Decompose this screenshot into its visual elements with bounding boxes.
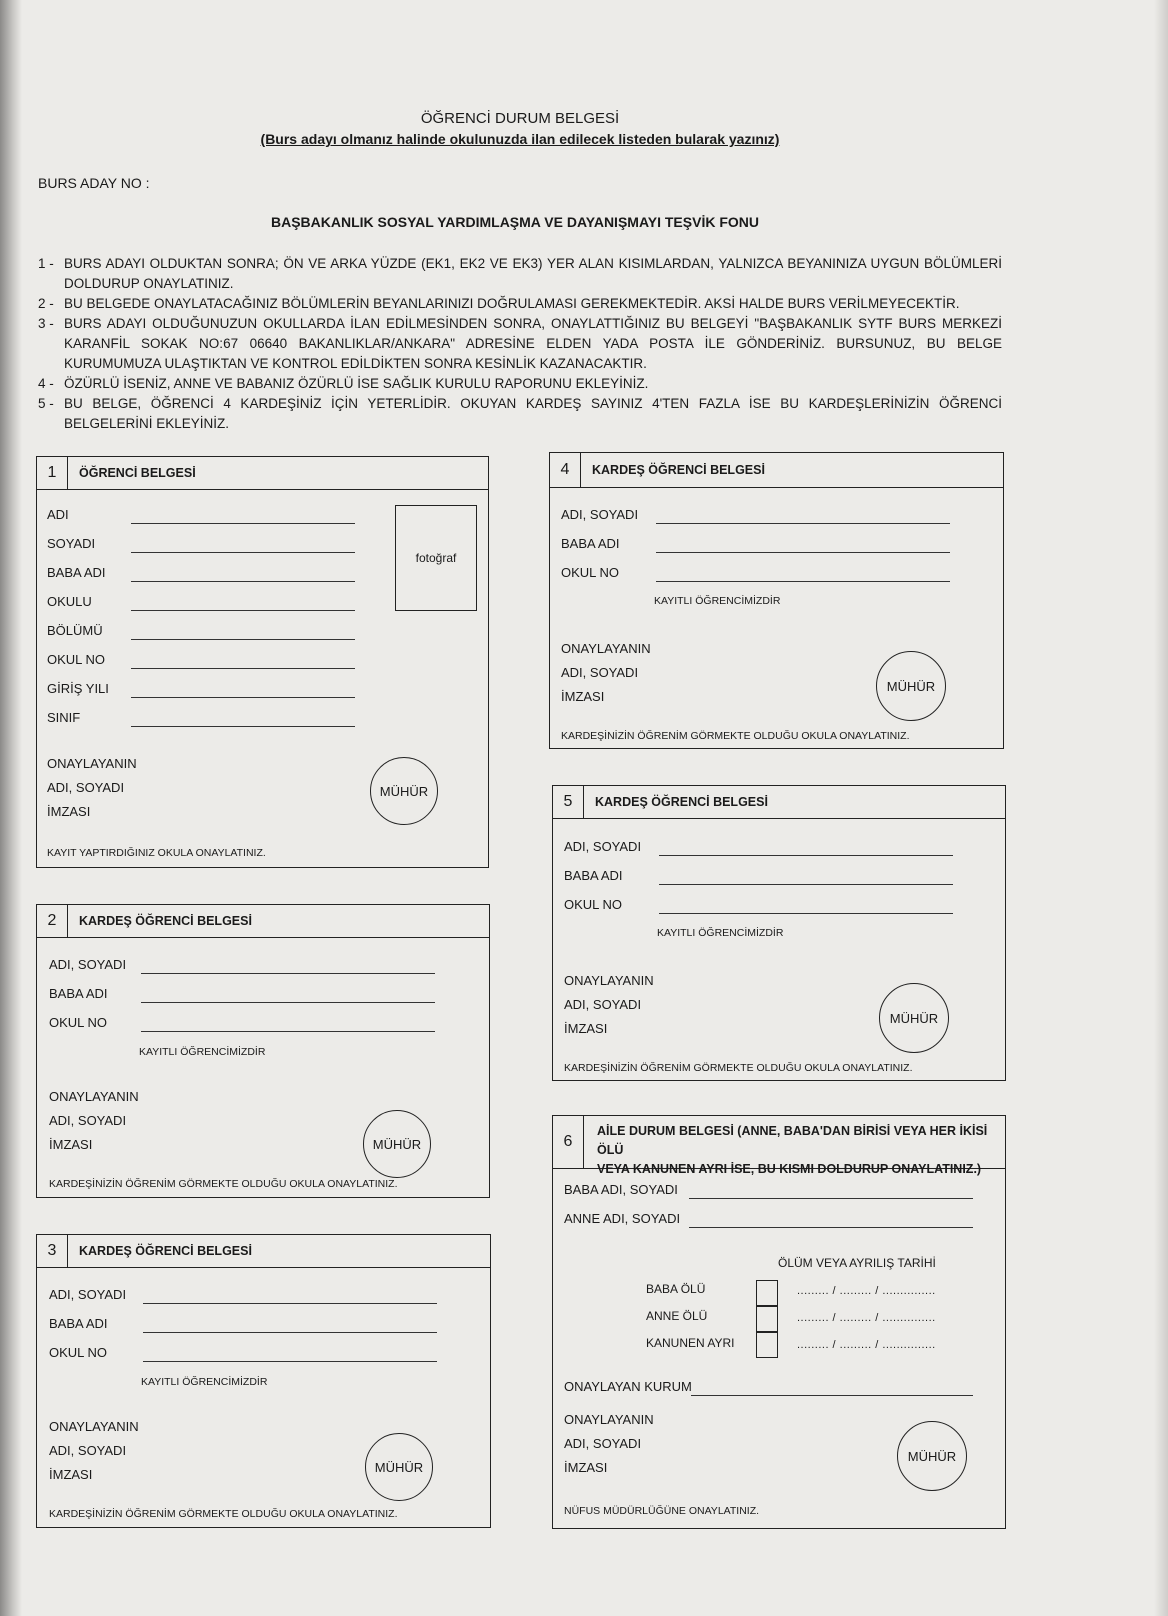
registered-student-note: KAYITLI ÖĞRENCİMİZDİR <box>657 927 784 939</box>
approver-label: ONAYLAYANIN <box>564 1412 654 1427</box>
box-number: 4 <box>550 453 581 487</box>
field-label-okul-no: OKUL NO <box>564 897 623 912</box>
field-input-okul-no[interactable] <box>131 668 355 669</box>
box-title: KARDEŞ ÖĞRENCİ BELGESİ <box>79 914 252 928</box>
field-input-baba-adi[interactable] <box>143 1332 437 1333</box>
box-footer-note: KARDEŞİNİZİN ÖĞRENİM GÖRMEKTE OLDUĞU OKULA ONAYLATINIZ. <box>49 1508 398 1520</box>
seal-stamp: MÜHÜR <box>879 983 949 1053</box>
field-label-adi-soyadi: ADI, SOYADI <box>561 507 639 522</box>
sibling-certificate-box-4 <box>549 452 1004 749</box>
box-number: 3 <box>37 1235 68 1267</box>
field-label-okul-no: OKUL NO <box>561 565 620 580</box>
field-label-okul-no: OKUL NO <box>49 1345 108 1360</box>
photo-placeholder[interactable]: fotoğraf <box>395 505 477 611</box>
approver-signature-label: İMZASI <box>47 804 91 819</box>
field-input-anne-adi-soyadi[interactable] <box>689 1227 973 1228</box>
field-input-sinif[interactable] <box>131 726 355 727</box>
field-label-baba-adi: BABA ADI <box>49 986 108 1001</box>
field-label-adi-soyadi: ADI, SOYADI <box>49 957 127 972</box>
date-column-header: ÖLÜM VEYA AYRILIŞ TARİHİ <box>778 1256 936 1270</box>
instruction-item: 2 - BU BELGEDE ONAYLATACAĞINIZ BÖLÜMLERİN BEYANLARINIZI DOĞRULAMASI GEREKMEKTEDİR. AKSİ HALDE BURS VERİLMEYECEKTİR. <box>38 296 960 311</box>
field-label-baba-adi: BABA ADI <box>49 1316 108 1331</box>
approver-label: ONAYLAYANIN <box>47 756 137 771</box>
seal-stamp: MÜHÜR <box>876 651 946 721</box>
page-edge <box>1154 0 1168 1616</box>
student-certificate-box <box>36 456 489 868</box>
seal-stamp: MÜHÜR <box>897 1421 967 1491</box>
box-number: 5 <box>553 786 584 818</box>
instruction-item: 5 - BU BELGE, ÖĞRENCİ 4 KARDEŞİNİZ İÇİN YETERLİDİR. OKUYAN KARDEŞ SAYINIZ 4'TEN FAZLA İSE BU KARDEŞLERİNİZİN ÖĞRENCİ BELGELERİNİ EKLEYİNİZ. <box>38 396 1002 431</box>
box-header <box>37 1235 490 1268</box>
instruction-item: 3 - BURS ADAYI OLDUĞUNUZUN OKULLARDA İLAN EDİLMESİNDEN SONRA, ONAYLATTIĞINIZ BU BELGEYİ "BAŞBAKANLIK SYTF BURS MERKEZİ KARANFİL SOKAK NO:67 06640 BAKANLIKLAR/ANKARA" ADRESİNE ELDEN YADA POSTA İLE GÖNDERİNİZ. BURSUNUZ, BU BELGE KURUMUMUZA ULAŞTIKTAN VE KONTROL EDİLDİKTEN SONRA KESİNLİK KAZANACAKTIR. <box>38 316 1002 371</box>
box-header <box>553 786 1005 819</box>
field-input-giris-yili[interactable] <box>131 697 355 698</box>
field-input-adi[interactable] <box>131 523 355 524</box>
field-input-adi-soyadi[interactable] <box>656 523 950 524</box>
box-title: ÖĞRENCİ BELGESİ <box>79 466 196 480</box>
registered-student-note: KAYITLI ÖĞRENCİMİZDİR <box>139 1046 266 1058</box>
field-input-adi-soyadi[interactable] <box>659 855 953 856</box>
registered-student-note: KAYITLI ÖĞRENCİMİZDİR <box>141 1376 268 1388</box>
field-input-baba-adi[interactable] <box>656 552 950 553</box>
box-title-line-1: AİLE DURUM BELGESİ (ANNE, BABA'DAN BİRİSİ VEYA HER İKİSİ ÖLÜ <box>597 1124 988 1157</box>
approver-name-label: ADI, SOYADI <box>564 997 642 1012</box>
seal-stamp: MÜHÜR <box>370 757 438 825</box>
field-input-baba-adi[interactable] <box>131 581 355 582</box>
field-input-soyadi[interactable] <box>131 552 355 553</box>
field-label-adi-soyadi: ADI, SOYADI <box>564 839 642 854</box>
approver-name-label: ADI, SOYADI <box>47 780 125 795</box>
instructions-list <box>38 254 1002 434</box>
field-label-soyadi: SOYADI <box>47 536 96 551</box>
box-title <box>597 1122 1005 1179</box>
field-label-baba-adi: BABA ADI <box>47 565 106 580</box>
field-label-adi-soyadi: ADI, SOYADI <box>49 1287 127 1302</box>
box-number: 1 <box>37 457 68 489</box>
field-input-adi-soyadi[interactable] <box>141 973 435 974</box>
status-label-legally-separated: KANUNEN AYRI <box>646 1336 735 1350</box>
institution-input[interactable] <box>691 1395 973 1396</box>
field-input-baba-adi-soyadi[interactable] <box>689 1198 973 1199</box>
status-label-father-deceased: BABA ÖLÜ <box>646 1282 706 1296</box>
approver-signature-label: İMZASI <box>561 689 605 704</box>
seal-stamp: MÜHÜR <box>363 1110 431 1178</box>
field-label-sinif: SINIF <box>47 710 81 725</box>
box-footer-note: NÜFUS MÜDÜRLÜĞÜNE ONAYLATINIZ. <box>564 1505 760 1517</box>
field-label-adi: ADI <box>47 507 69 522</box>
box-number: 6 <box>553 1116 584 1168</box>
box-header <box>553 1116 1005 1176</box>
field-input-okul-no[interactable] <box>141 1031 435 1032</box>
instruction-item: 4 - ÖZÜRLÜ İSENİZ, ANNE VE BABANIZ ÖZÜRLÜ İSE SAĞLIK KURULU RAPORUNU EKLEYİNİZ. <box>38 376 649 391</box>
date-field-father-deceased[interactable]: ......... / ......... / ............... <box>797 1285 936 1297</box>
field-label-giris-yili: GİRİŞ YILI <box>47 681 109 696</box>
field-label-baba-adi: BABA ADI <box>564 868 623 883</box>
checkbox-mother-deceased[interactable] <box>756 1306 778 1332</box>
instruction-item: 1 - BURS ADAYI OLDUKTAN SONRA; ÖN VE ARKA YÜZDE (EK1, EK2 VE EK3) YER ALAN KISIMLARDAN, YALNIZCA BEYANINIZA UYGUN BÖLÜMLERİ DOLDURUP ONAYLATINIZ. <box>38 256 1002 291</box>
approver-label: ONAYLAYANIN <box>561 641 651 656</box>
field-input-adi-soyadi[interactable] <box>143 1303 437 1304</box>
sibling-certificate-box-2 <box>36 904 490 1198</box>
box-title: KARDEŞ ÖĞRENCİ BELGESİ <box>79 1244 252 1258</box>
approver-signature-label: İMZASI <box>49 1137 93 1152</box>
fund-name: BAŞBAKANLIK SOSYAL YARDIMLAŞMA VE DAYANIŞMAYI TEŞVİK FONU <box>270 214 760 230</box>
field-label-anne-adi-soyadi: ANNE ADI, SOYADI <box>564 1211 681 1226</box>
field-label-okul-no: OKUL NO <box>47 652 106 667</box>
approver-name-label: ADI, SOYADI <box>49 1113 127 1128</box>
approver-name-label: ADI, SOYADI <box>561 665 639 680</box>
aday-no-label: BURS ADAY NO : <box>38 175 150 191</box>
box-number: 2 <box>37 905 68 937</box>
box-footer-note: KARDEŞİNİZİN ÖĞRENİM GÖRMEKTE OLDUĞU OKULA ONAYLATINIZ. <box>564 1062 913 1074</box>
checkbox-legally-separated[interactable] <box>756 1332 778 1358</box>
approver-signature-label: İMZASI <box>564 1021 608 1036</box>
approver-name-label: ADI, SOYADI <box>49 1443 127 1458</box>
field-input-okulu[interactable] <box>131 610 355 611</box>
document-title: ÖĞRENCİ DURUM BELGESİ <box>420 110 620 127</box>
field-label-baba-adi-soyadi: BABA ADI, SOYADI <box>564 1182 678 1197</box>
box-header <box>37 457 488 490</box>
field-label-baba-adi: BABA ADI <box>561 536 620 551</box>
family-status-box <box>552 1115 1006 1529</box>
box-header <box>37 905 489 938</box>
box-footer-note: KARDEŞİNİZİN ÖĞRENİM GÖRMEKTE OLDUĞU OKULA ONAYLATINIZ. <box>49 1178 398 1190</box>
field-label-okul-no: OKUL NO <box>49 1015 108 1030</box>
page-binding-shadow <box>0 0 22 1616</box>
box-title: KARDEŞ ÖĞRENCİ BELGESİ <box>592 463 765 477</box>
checkbox-father-deceased[interactable] <box>756 1280 778 1306</box>
field-input-bolumu[interactable] <box>131 639 355 640</box>
approver-label: ONAYLAYANIN <box>49 1089 139 1104</box>
date-field-mother-deceased[interactable]: ......... / ......... / ............... <box>797 1312 936 1324</box>
status-label-mother-deceased: ANNE ÖLÜ <box>646 1309 708 1323</box>
field-label-bolumu: BÖLÜMÜ <box>47 623 103 638</box>
box-title: KARDEŞ ÖĞRENCİ BELGESİ <box>595 795 768 809</box>
field-input-baba-adi[interactable] <box>659 884 953 885</box>
registered-student-note: KAYITLI ÖĞRENCİMİZDİR <box>654 595 781 607</box>
sibling-certificate-box-3 <box>36 1234 491 1528</box>
field-label-okulu: OKULU <box>47 594 92 609</box>
document-subtitle: (Burs adayı olmanız halinde okulunuzda ilan edilecek listeden bularak yazınız) <box>260 131 780 147</box>
field-input-baba-adi[interactable] <box>141 1002 435 1003</box>
field-input-okul-no[interactable] <box>143 1361 437 1362</box>
approver-name-label: ADI, SOYADI <box>564 1436 642 1451</box>
approver-signature-label: İMZASI <box>49 1467 93 1482</box>
box-footer-note: KARDEŞİNİZİN ÖĞRENİM GÖRMEKTE OLDUĞU OKULA ONAYLATINIZ. <box>561 730 910 742</box>
box-footer-note: KAYIT YAPTIRDIĞINIZ OKULA ONAYLATINIZ. <box>47 847 266 859</box>
approver-signature-label: İMZASI <box>564 1460 608 1475</box>
seal-stamp: MÜHÜR <box>365 1433 433 1501</box>
field-input-okul-no[interactable] <box>659 913 953 914</box>
box-title-line-2: VEYA KANUNEN AYRI İSE, BU KISMI DOLDURUP ONAYLATINIZ.) <box>597 1162 982 1176</box>
institution-label: ONAYLAYAN KURUM <box>564 1379 692 1394</box>
field-input-okul-no[interactable] <box>656 581 950 582</box>
approver-label: ONAYLAYANIN <box>49 1419 139 1434</box>
approver-label: ONAYLAYANIN <box>564 973 654 988</box>
box-header <box>550 453 1003 488</box>
sibling-certificate-box-5 <box>552 785 1006 1081</box>
date-field-legally-separated[interactable]: ......... / ......... / ............... <box>797 1339 936 1351</box>
